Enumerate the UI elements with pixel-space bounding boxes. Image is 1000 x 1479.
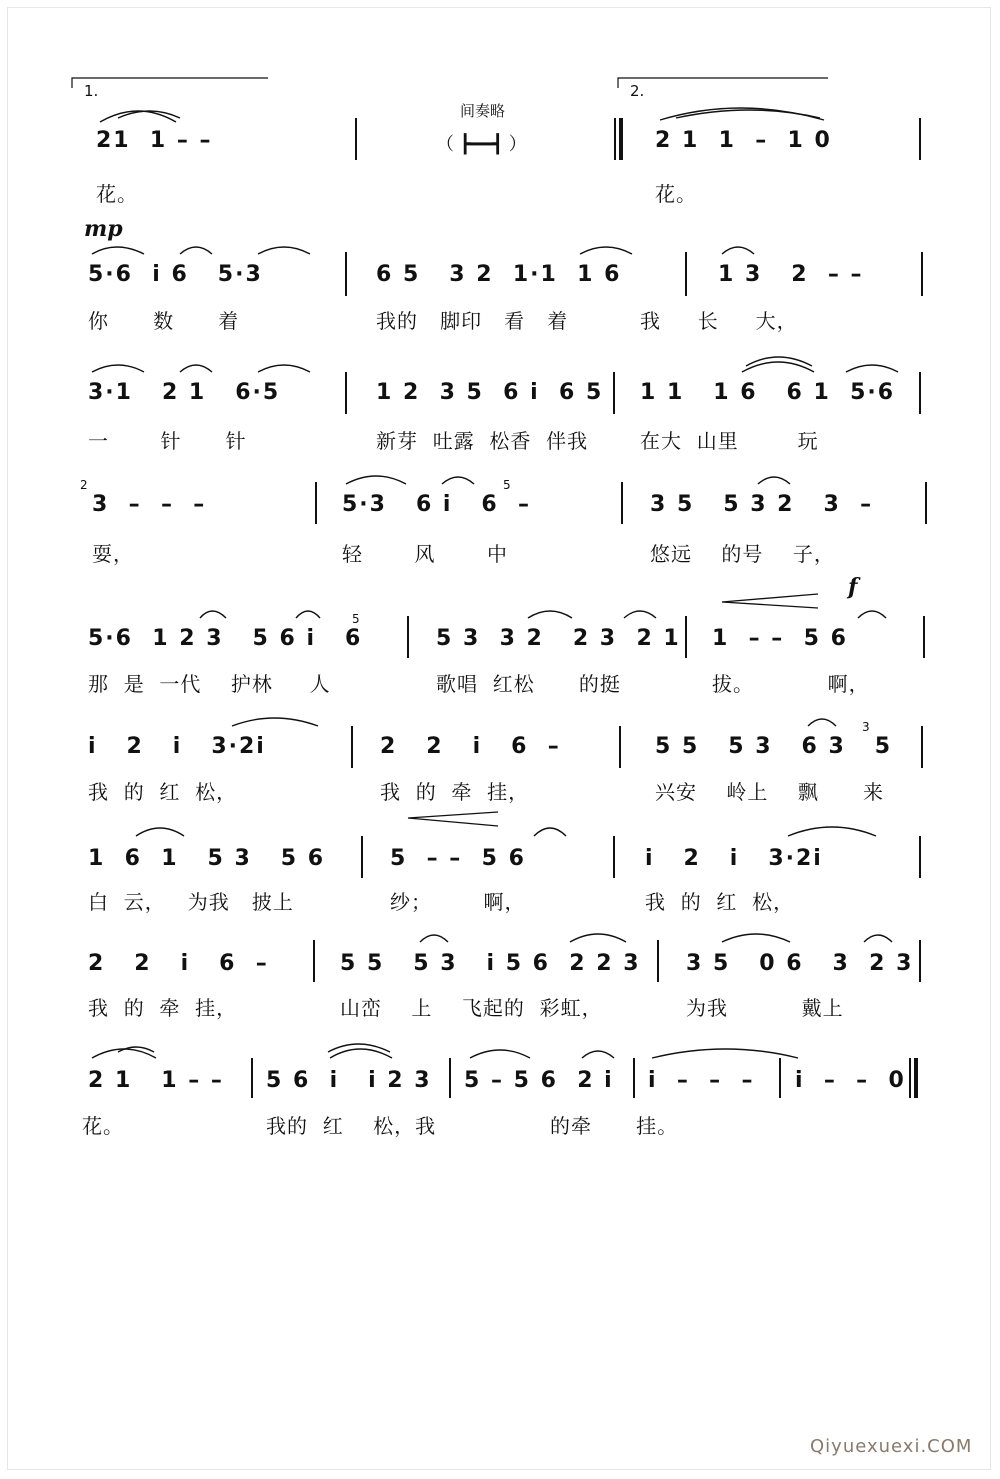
lyric-r2-2: 新芽 吐露 松香 伴我 [376,429,589,453]
lyric-r2-3: 在大 山里 玩 [640,429,819,453]
lyric-r7-2: 山峦 上 飞起的 彩虹， [340,996,603,1020]
notes-r0-m1: 21 1 – – [96,128,213,153]
grace-r3-2: 5 [503,478,511,492]
notes-r2-m1: 3·1 2 1 6·5 [88,380,281,405]
lyric-r1-2: 我的 脚印 看 着 [376,309,569,333]
notes-r5-m1: i 2 i 3·2i [88,734,266,759]
lyric-r8-3: 的牵 挂。 [550,1114,679,1138]
lyric-r3-2: 轻 风 中 [342,542,509,566]
notes-r2-m3: 1 1 1 6 6 1 5·6 [640,380,896,405]
crescendo-hairpin [722,594,818,608]
notes-r5-m2: 2 2 i 6 – [380,734,561,759]
volta-1-label: 1. [84,82,99,100]
notes-r8-m1: 2 1 1 – – [88,1068,224,1093]
notes-r3-m2: 5·3 6 i 6 – [342,492,532,517]
notes-r4-m2: 5 3 3 2 2 3 2 1 [436,626,681,651]
notes-r6-m2: 5 – – 5 6 [390,846,526,871]
lyric-r5-3: 兴安 岭上 飘 来 [655,780,885,804]
lyric-r8-2: 我的 红 松，我 [266,1114,437,1138]
lyric-r1-1: 你 数 着 [88,309,240,333]
lyric-r0-1: 花。 [96,182,138,206]
volta-2-label: 2. [630,82,645,100]
dynamic-mp: mp [84,216,123,242]
notes-r7-m2: 5 5 5 3 i 5 6 2 2 3 [340,951,641,976]
grace-r3-1: 2 [80,478,88,492]
notes-r8-m4: i – – – [648,1068,755,1093]
lyric-r2-1: 一 针 针 [88,429,247,453]
interlude-paren: （ ┣━━┫ ） [436,134,527,155]
lyric-r7-1: 我 的 牵 挂， [88,996,238,1020]
notes-r4-m3: 1 – – 5 6 [712,626,848,651]
lyric-r4-1: 那 是 一代 护林 人 [88,672,331,696]
notes-r8-m5: i – – 0 [795,1068,906,1093]
notes-r1-m3: 1 3 2 – – [718,262,864,287]
lyric-r4-3: 拔。 啊， [712,672,870,696]
dynamic-f: f [848,574,858,600]
grace-r4-1: 5 [352,612,360,626]
notes-r6-m1: 1 6 1 5 3 5 6 [88,846,326,871]
volta-2-bracket [618,78,828,88]
watermark: Qiyuexuexi.COM [810,1436,973,1457]
notes-r2-m2: 1 2 3 5 6 i 6 5 [376,380,604,405]
lyric-r3-1: 耍， [92,542,134,566]
crescendo-hairpin [408,812,498,826]
lyric-r3-3: 悠远 的号 子， [650,542,835,566]
lyric-r5-1: 我 的 红 松， [88,780,238,804]
lyric-r5-2: 我 的 牵 挂， [380,780,530,804]
lyric-r6-2: 纱； 啊， [390,890,526,914]
volta-1-bracket [72,78,268,88]
notes-r6-m3: i 2 i 3·2i [645,846,823,871]
notes-r1-m2: 6 5 3 2 1·1 1 6 [376,262,622,287]
notes-r7-m1: 2 2 i 6 – [88,951,269,976]
lyric-r8-1: 花。 [82,1114,124,1138]
notes-r8-m2: 5 6 i i 2 3 [266,1068,432,1093]
lyric-r1-3: 我 长 大， [640,309,798,333]
notes-r5-m3: 5 5 5 3 6 3 5 [655,734,893,759]
notes-r3-m1: 3 – – – [92,492,207,517]
notes-r0-m2: 2 1 1 – 1 0 [655,128,832,153]
lyric-r7-3: 为我 戴上 [686,996,844,1020]
notes-r7-m3: 3 5 0 6 3 2 3 [686,951,914,976]
lyric-r6-3: 我 的 红 松， [645,890,795,914]
interlude-label: 间奏略 [460,102,506,120]
notes-r3-m3: 3 5 5 3 2 3 – [650,492,874,517]
lyric-r6-1: 白 云， 为我 披上 [88,890,294,914]
lyric-r4-2: 歌唱 红松 的挺 [436,672,621,696]
notes-r1-m1: 5·6 i 6 5·3 [88,262,263,287]
lyric-r0-2: 花。 [655,182,697,206]
notes-r4-m1: 5·6 1 2 3 5 6 i 6 [88,626,363,651]
notes-r8-m3: 5 – 5 6 2 i [464,1068,614,1093]
grace-r5-1: 3 [862,720,870,734]
